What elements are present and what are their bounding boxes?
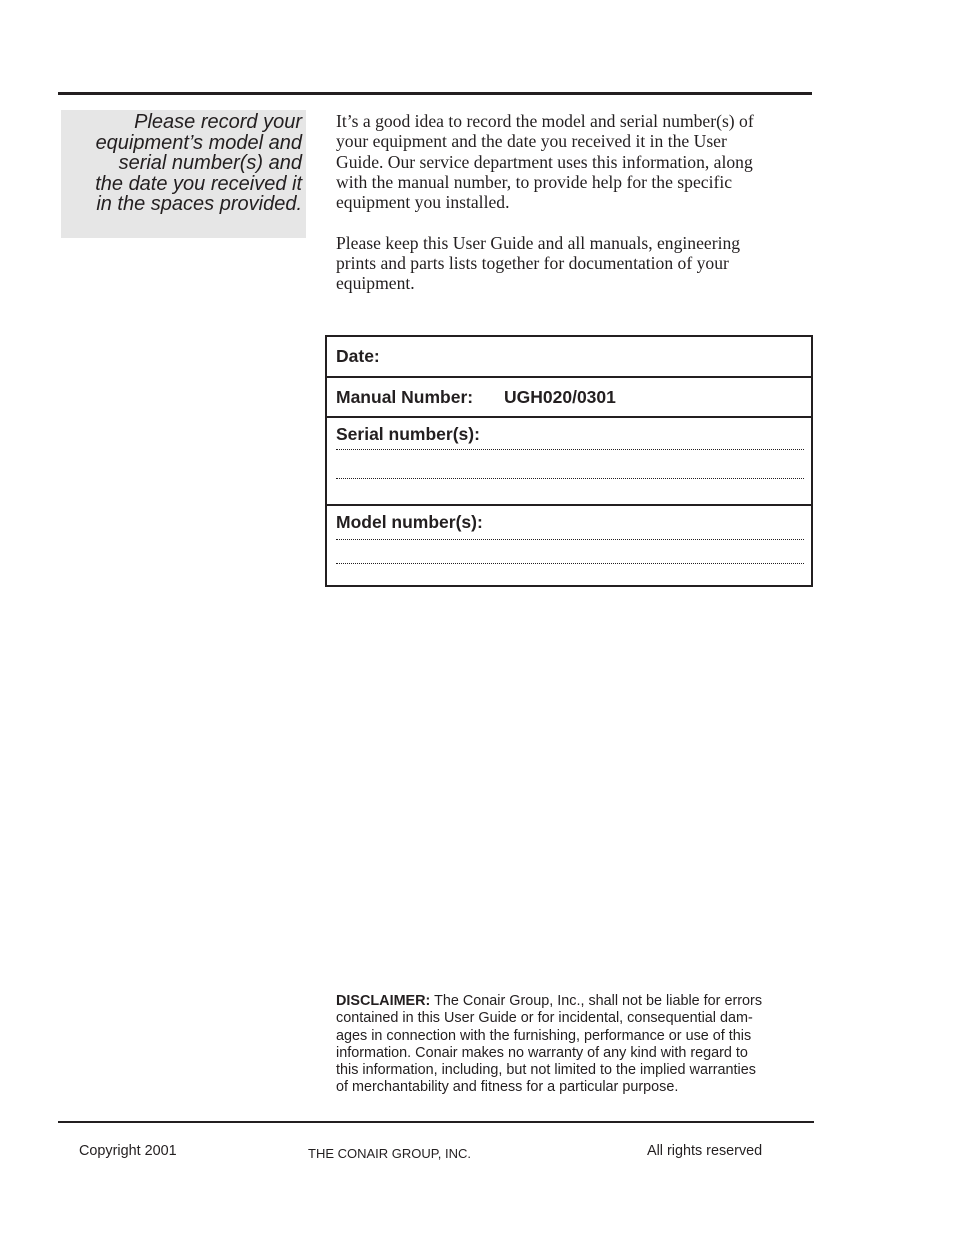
intro-line: with the manual number, to provide help for the specific xyxy=(336,171,733,192)
sidebar-note xyxy=(61,110,306,238)
top-rule xyxy=(58,92,812,95)
model-number-line xyxy=(336,563,804,564)
sidebar-note-line: equipment’s model and xyxy=(95,131,302,154)
intro-text xyxy=(336,111,806,314)
footer-copyright: Copyright 2001 xyxy=(79,1143,177,1159)
serial-number-line xyxy=(336,449,804,450)
intro-line: It’s a good idea to record the model and serial number(s) of xyxy=(336,111,754,131)
model-number-label: Model number(s): xyxy=(336,512,483,532)
disclaimer-line: contained in this User Guide or for incidental, consequential dam- xyxy=(336,1010,753,1027)
disclaimer-line: information. Conair makes no warranty of any kind with regard to xyxy=(336,1044,748,1061)
sidebar-note-line: serial number(s) and xyxy=(118,152,302,174)
model-number-line xyxy=(336,539,804,540)
disclaimer-line: The Conair Group, Inc., shall not be liable for errors xyxy=(430,993,763,1009)
serial-number-label: Serial number(s): xyxy=(336,424,480,444)
bottom-rule xyxy=(58,1121,814,1123)
sidebar-note-line: in the spaces provided. xyxy=(96,193,302,215)
intro-line: equipment. xyxy=(336,273,415,294)
intro-line: Please keep this User Guide and all manuals, engineering xyxy=(336,232,741,253)
disclaimer-line: this information, including, but not limited to the implied warranties xyxy=(336,1062,756,1079)
footer-company: THE CONAIR GROUP, INC. xyxy=(308,1146,472,1161)
disclaimer xyxy=(336,993,806,1097)
disclaimer-line: of merchantability and fitness for a particular purpose. xyxy=(336,1079,679,1096)
intro-line: equipment you installed. xyxy=(336,192,510,213)
date-label: Date: xyxy=(336,346,380,366)
serial-number-row xyxy=(327,418,811,506)
manual-number-value: UGH020/0301 xyxy=(504,387,616,407)
manual-number-label: Manual Number: xyxy=(336,387,474,407)
sidebar-note-line: Please record your xyxy=(134,111,302,133)
intro-line: your equipment and the date you received it in the User xyxy=(336,131,727,152)
intro-paragraph-1 xyxy=(336,111,806,212)
intro-line: prints and parts lists together for documentation of your xyxy=(336,253,729,274)
model-number-row xyxy=(327,506,811,587)
record-form xyxy=(325,335,813,587)
intro-line: Guide. Our service department uses this information, along xyxy=(336,151,753,172)
serial-number-line xyxy=(336,478,804,479)
disclaimer-lead: DISCLAIMER: xyxy=(336,993,431,1009)
manual-number-row xyxy=(327,378,811,418)
date-row xyxy=(327,337,811,378)
intro-paragraph-2 xyxy=(336,233,806,294)
sidebar-note-line: the date you received it xyxy=(95,172,302,195)
disclaimer-line: ages in connection with the furnishing, performance or use of this xyxy=(336,1027,752,1044)
footer-rights: All rights reserved xyxy=(647,1143,763,1159)
